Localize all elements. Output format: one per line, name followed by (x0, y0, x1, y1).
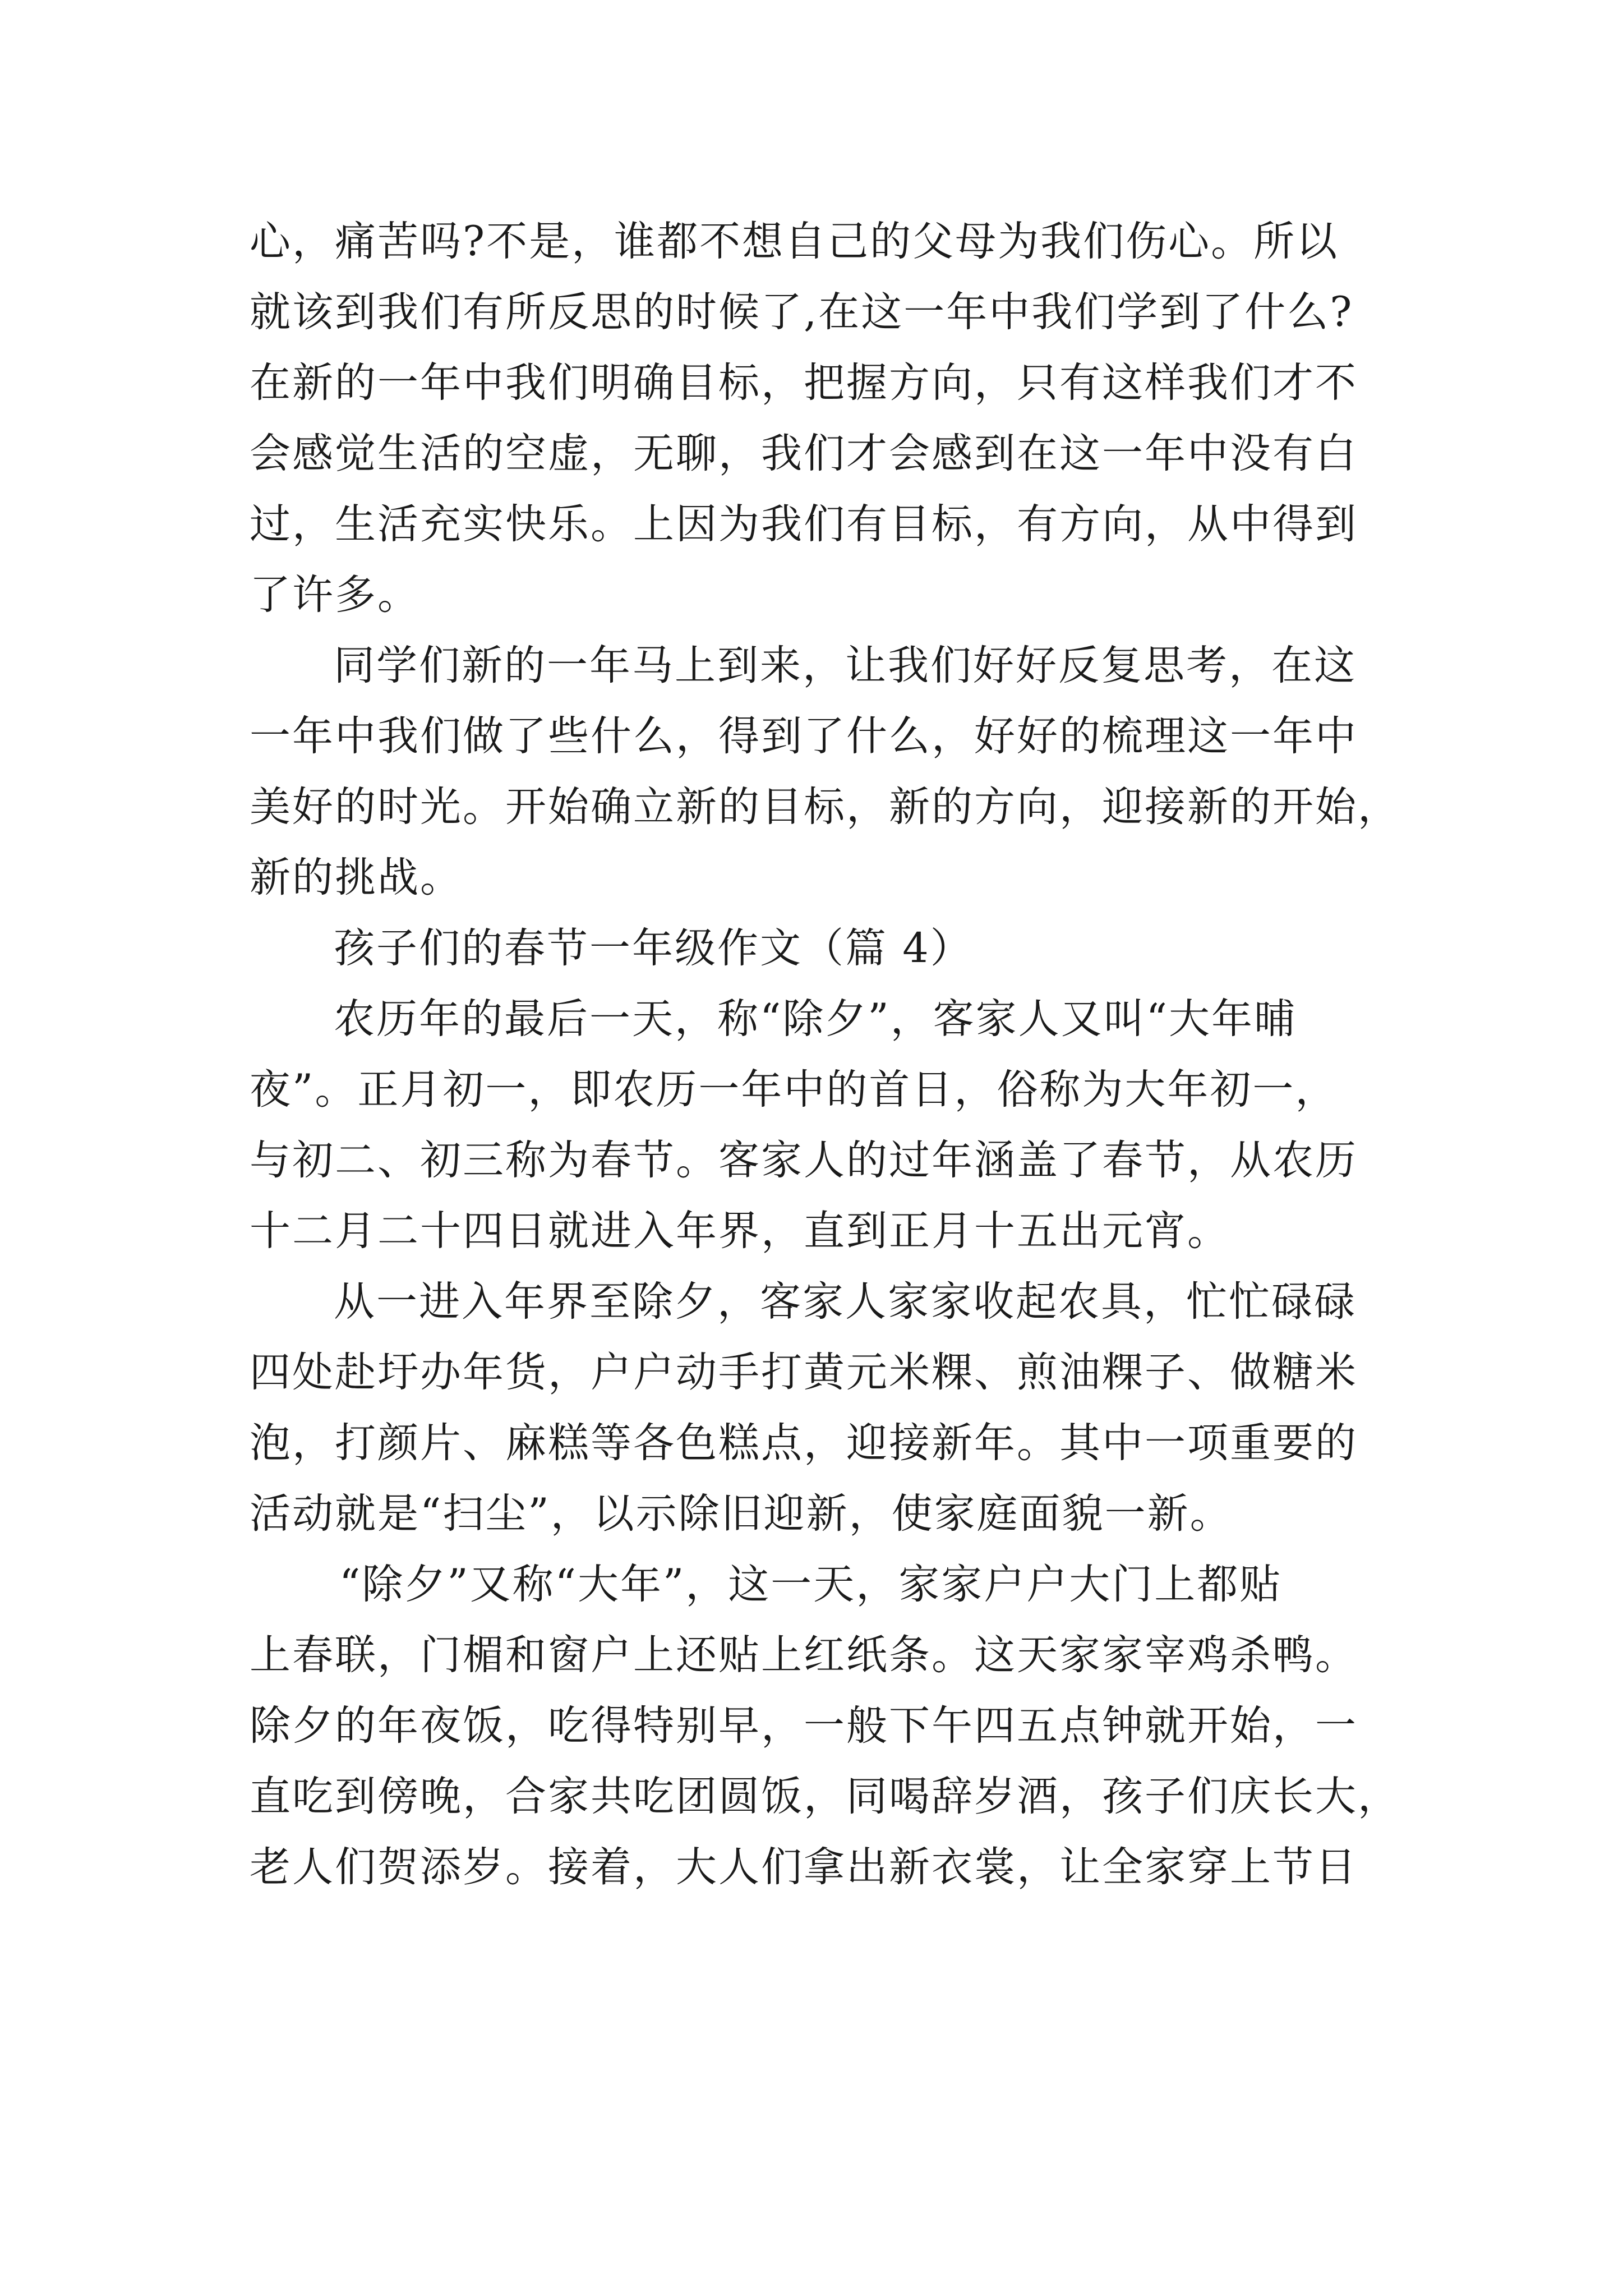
text-line: 直吃到傍晚，合家共吃团圆饭，同喝辞岁酒，孩子们庆长大， (250, 1773, 1400, 1820)
text-line: 在新的一年中我们明确目标，把握方向，只有这样我们才不 (250, 359, 1358, 407)
text-line: 活动就是“扫尘”，以示除旧迎新，使家庭面貌一新。 (250, 1490, 1233, 1538)
text-line: 就该到我们有所反思的时候了,在这一年中我们学到了什么? (250, 288, 1354, 336)
text-line: 十二月二十四日就进入年界，直到正月十五出元宵。 (250, 1207, 1230, 1255)
text-line: 美好的时光。开始确立新的目标，新的方向，迎接新的开始， (250, 783, 1400, 831)
text-line: 老人们贺添岁。接着，大人们拿出新衣裳，让全家穿上节日 (250, 1843, 1358, 1891)
text-line: 夜”。正月初一，即农历一年中的首日，俗称为大年初一， (250, 1066, 1338, 1114)
text-line: 与初二、初三称为春节。客家人的过年涵盖了春节，从农历 (250, 1137, 1358, 1184)
paragraph-first-line: 农历年的最后一天，称“除夕”，客家人又叫“大年晡 (334, 995, 1297, 1043)
text-line: 四处赴圩办年货，户户动手打黄元米粿、煎油粿子、做糖米 (250, 1349, 1358, 1396)
section-heading: 孩子们的春节一年级作文（篇 4） (334, 924, 973, 972)
paragraph-first-line: 同学们新的一年马上到来，让我们好好反复思考，在这 (334, 642, 1357, 689)
paragraph-first-line: “除夕”又称“大年”，这一天，家家户户大门上都贴 (339, 1561, 1283, 1608)
text-line: 新的挑战。 (250, 854, 463, 901)
document-body (250, 206, 1400, 1903)
text-line: 泡，打颜片、麻糕等各色糕点，迎接新年。其中一项重要的 (250, 1419, 1358, 1467)
text-line: 了许多。 (250, 571, 420, 619)
text-line: 除夕的年夜饭，吃得特别早，一般下午四五点钟就开始，一 (250, 1702, 1358, 1750)
paragraph-first-line: 从一进入年界至除夕，客家人家家收起农具，忙忙碌碌 (334, 1278, 1357, 1326)
text-line: 会感觉生活的空虚，无聊，我们才会感到在这一年中没有白 (250, 430, 1358, 477)
text-line: 上春联，门楣和窗户上还贴上红纸条。这天家家宰鸡杀鸭。 (250, 1631, 1358, 1679)
text-line: 心，痛苦吗?不是，谁都不想自己的父母为我们伤心。所以 (250, 218, 1339, 265)
text-line: 一年中我们做了些什么，得到了什么，好好的梳理这一年中 (250, 712, 1358, 760)
text-line: 过，生活充实快乐。上因为我们有目标，有方向，从中得到 (250, 500, 1358, 548)
